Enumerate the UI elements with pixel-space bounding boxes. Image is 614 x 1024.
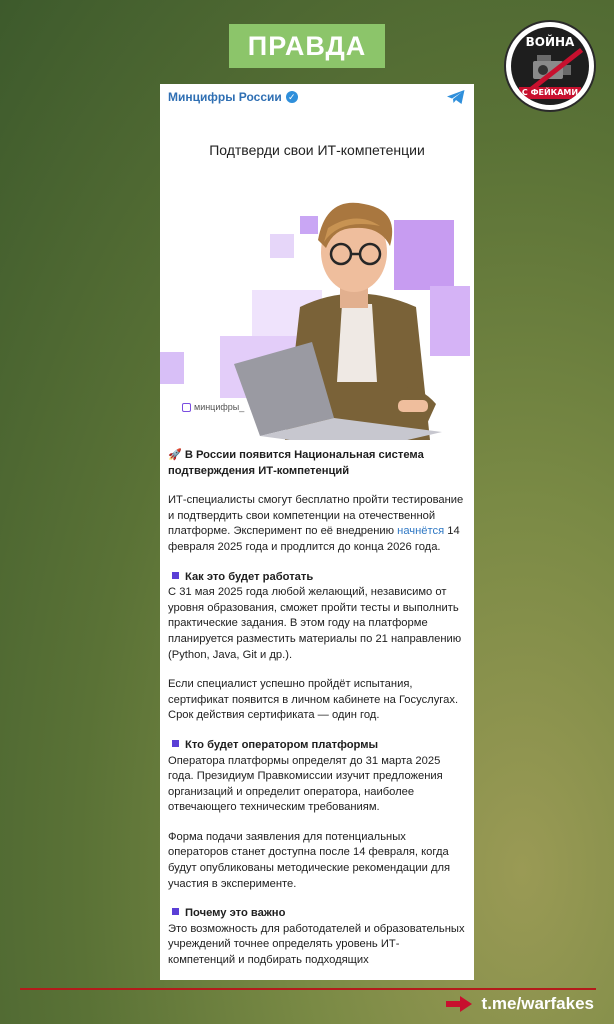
logo-top-text: ВОЙНА [525,35,575,49]
channel [168,90,298,104]
hero-watermark [182,402,244,412]
square-bullet-icon [172,908,179,915]
mincifry-logo-icon [182,403,191,412]
rocket-icon: 🚀 [168,449,182,461]
post-header [160,84,474,110]
logo-emblem [511,27,589,105]
intro-text-before: ИТ-специалисты смогут бесплатно пройти тестирование и подтвердить свои компетенции на отечественной платформе. Эксперимент по её внедрению [168,494,464,538]
decor-square [160,352,184,384]
section-why-important [168,906,466,968]
section-heading-text: Кто будет оператором платформы [185,738,379,751]
square-bullet-icon [172,740,179,747]
section-operator [168,738,466,816]
section-paragraph: С 31 мая 2025 года любой желающий, независимо от уровня образования, сможет пройти тесты и выполнить практические задания. В этом году на платформе планируется разместить материалы по 21 направлению (Python, Java, Git и др.). [168,586,462,661]
hero-watermark-text: минцифры_ [194,402,245,412]
channel-name[interactable]: Минцифры России [168,90,282,104]
post-intro [168,493,466,555]
intro-text-after: 14 февраля 2025 года и продлится до конца 2026 года. [168,525,460,553]
intro-link[interactable]: начнётся [397,525,445,538]
verified-icon: ✓ [286,91,298,103]
channel-link[interactable]: t.me/warfakes [481,994,594,1013]
post-lead [168,448,466,479]
section-paragraph: Если специалист успешно пройдёт испытания, сертификат появится в личном кабинете на Госуслугах. Срок действия сертификата — один год. [168,678,459,722]
footer [446,994,594,1014]
section-paragraph: Форма подачи заявления для потенциальных операторов станет доступна после 14 февраля, когда будут опубликованы методические рекомендации для участия в эксперименте. [168,830,451,890]
section-paragraph: Оператора платформы определят до 31 марта 2025 года. Президиум Правкомиссии изучит предложения организаций и определит оператора, наиболее отвечающего техническим требованиям. [168,754,443,814]
verdict-badge: ПРАВДА [229,24,385,68]
post-image [160,112,474,440]
bottom-divider [20,988,596,990]
section-heading [168,570,466,586]
section-heading-text: Как это будет работать [185,570,314,583]
illustration-person-with-laptop [230,182,474,440]
telegram-icon[interactable] [446,89,466,105]
post-lead-text: В России появится Национальная система подтверждения ИТ-компетенций [168,449,424,477]
square-bullet-icon [172,572,179,579]
section-heading [168,906,466,922]
logo-bottom-text: С ФЕЙКАМИ [519,87,581,99]
section-how-it-works [168,570,466,664]
section-heading-text: Почему это важно [185,907,286,920]
post-body [160,440,474,969]
arrow-right-icon [446,996,472,1012]
section-paragraph: Это возможность для работодателей и образовательных учреждений точнее определять уровень ИТ-компетенций и подбирать подходящих [168,922,465,967]
war-on-fakes-logo [506,22,594,110]
section-heading [168,738,466,754]
hero-title: Подтверди свои ИТ-компетенции [209,142,425,158]
telegram-post-card [160,84,474,980]
